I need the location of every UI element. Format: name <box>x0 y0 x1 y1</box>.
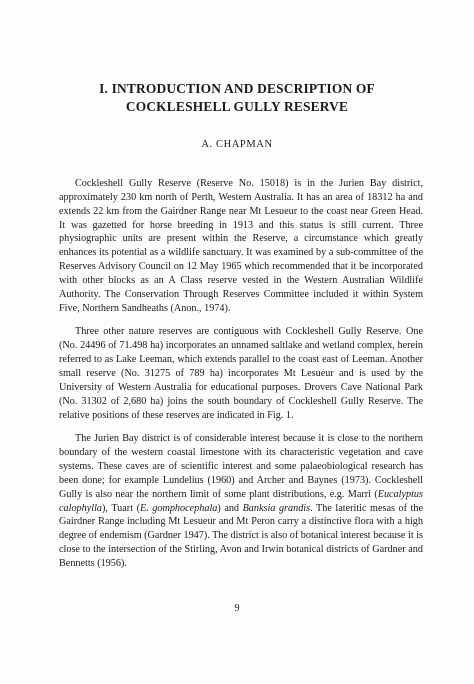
article-title <box>30 80 444 116</box>
paragraph-3-text-a: The Jurien Bay district is of considerable interest because it is close to the northern boundary of the western coastal limestone with its characteristic vegetation and cave systems. These caves are of scientific interest and some palaeobiological research has been done; for example Lundelius (1960) and Archer and Baynes (1973). Cockleshell Gully is also near the northern limit of some plant distributions, e.g. Marri ( <box>59 433 423 500</box>
page-number: 9 <box>234 603 240 614</box>
species-name-tuart: E. gomphocephala <box>139 502 218 514</box>
paragraph-2: Three other nature reserves are contiguous with Cockleshell Gully Reserve. One (No. 24496 of 71.498 ha) incorporates an unnamed saltlake and wetland complex, herein referred to as Lake Leeman, which extends parallel to the coast east of Leeman. Another small reserve (No. 31275 of 789 ha) incorporates Mt Lesueur and is used by the University of Western Australia for educational purposes. Drovers Cave National Park (No. 31302 of 2,680 ha) joins the south boundary of Cockleshell Gully Reserve. The relative positions of these reserves are indicated in Fig. 1. <box>59 326 423 421</box>
paragraph-3-text-g: . The lateritic mesas of the Gairdner Range including Mt Lesueur and Mt Peron carry a distinctive flora with a high degree of endemism (Gardner 1947). The district is also of botanical interest because it is close to the intersection of the Stirling, Avon and Irwin botanical districts of Gardner and Bennetts (1956). <box>59 502 423 569</box>
paragraph-1: Cockleshell Gully Reserve (Reserve No. 15018) is in the Jurien Bay district, approximately 230 km north of Perth, Western Australia. It has an area of 18312 ha and extends 22 km from the Gairdner Range near Mt Lesueur to the coast near Green Head. It was gazetted for horse breeding in 1913 and this status is still current. Three physiographic units are present within the Reserve, a circumstance which greatly enhances its potential as a wildlife sanctuary. It was examined by a sub-committee of the Reserves Advisory Council on 12 May 1965 which recommended that it be incorporated with other blocks as an A Class reserve vested in the Western Australian Wildlife Authority. The Conservation Through Reserves Committee included it within System Five, Northern Sandheaths (Anon., 1974). <box>59 178 423 314</box>
author-name: A. CHAPMAN <box>201 139 273 150</box>
title-line-1: I. INTRODUCTION AND DESCRIPTION OF <box>99 81 375 96</box>
article-body <box>59 177 423 581</box>
paragraph-3-text-c: ), Tuart ( <box>102 502 140 514</box>
paragraph-3-text-e: ) and <box>217 502 243 514</box>
species-name-banksia: Banksia grandis <box>242 502 311 514</box>
title-line-2: COCKLESHELL GULLY RESERVE <box>125 99 349 114</box>
paragraph-3 <box>59 432 423 570</box>
species-name-marri: Eucalyptus calophylla <box>59 488 423 514</box>
